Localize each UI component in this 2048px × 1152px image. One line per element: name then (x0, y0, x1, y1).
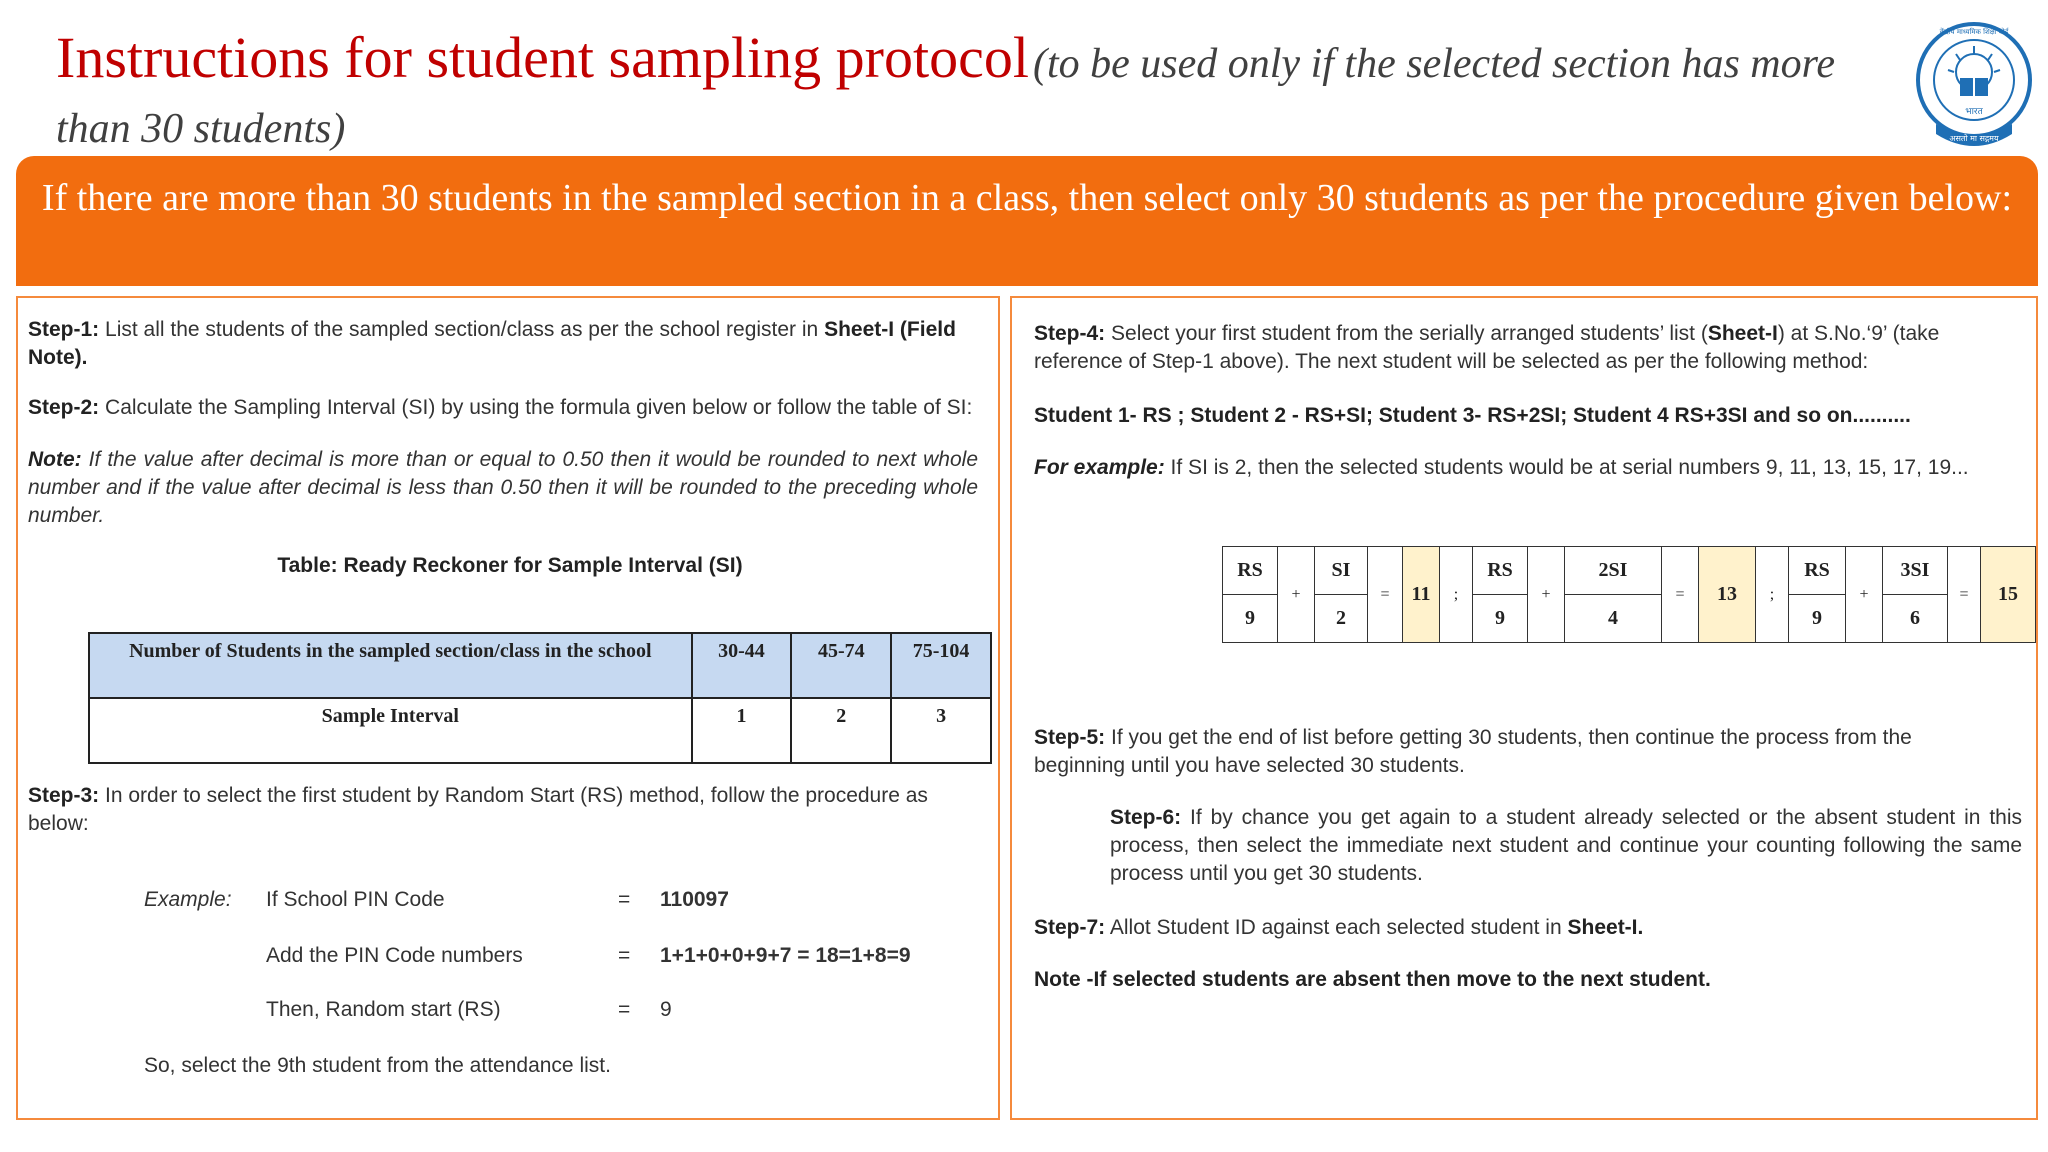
table-header-cell: 45-74 (791, 633, 891, 698)
page-title (56, 25, 1876, 166)
svg-text:केंद्रीय माध्यमिक शिक्षा बोर्ड: केंद्रीय माध्यमिक शिक्षा बोर्ड (1939, 28, 2009, 36)
instruction-banner (16, 156, 2038, 286)
table-cell: 2 (791, 698, 891, 763)
svg-text:असतो मा सद्गमय: असतो मा सद्गमय (1949, 134, 1999, 143)
eq-operator: + (1528, 547, 1565, 643)
step-5: Step-5: If you get the end of list before getting 30 students, then continue the process from the beginning until you have selected 30 students. (1034, 726, 1912, 777)
for-example: For example: If SI is 2, then the selected students would be at serial numbers 9, 11, 13, 15, 17, 19... (1034, 456, 1969, 479)
table-cell: Sample Interval (89, 698, 692, 763)
example-row-label: Then, Random start (RS) (266, 998, 501, 1021)
example-label: Example: (144, 888, 232, 911)
table-cell: 1 (692, 698, 792, 763)
method-line: Student 1- RS ; Student 2 - RS+SI; Student 3- RS+2SI; Student 4 RS+3SI and so on.......... (1034, 404, 1911, 427)
table-header-cell: 30-44 (692, 633, 792, 698)
eq-cell: 3SI (1883, 547, 1948, 595)
eq-cell: 4 (1565, 595, 1662, 643)
table-cell: 3 (891, 698, 991, 763)
step-6: Step-6: If by chance you get again to a student already selected or the absent student in this process, then select the immediate next student and continue your counting following the same process until you get 30 students. (1110, 806, 2022, 885)
serial-equation-table (1222, 546, 2036, 643)
example-row-eq: = (618, 998, 631, 1021)
eq-cell: RS (1789, 547, 1846, 595)
example-row-value: 110097 (660, 888, 729, 911)
title-subtitle: (to be used only if the selected section has more than 30 students) (56, 41, 1836, 152)
eq-cell: 9 (1223, 595, 1278, 643)
example-conclusion: So, select the 9th student from the attendance list. (144, 1054, 611, 1077)
eq-operator: = (1948, 547, 1981, 643)
banner-text: If there are more than 30 students in the sampled section in a class, then select only 30 students as per the procedure given below: (41, 177, 2013, 219)
eq-result: 11 (1403, 547, 1440, 643)
eq-cell: 9 (1473, 595, 1528, 643)
step-3: Step-3: In order to select the first student by Random Start (RS) method, follow the procedure as below: (28, 784, 928, 835)
left-panel (16, 296, 1000, 1120)
example-row-label: If School PIN Code (266, 888, 445, 911)
final-note: Note -If selected students are absent then move to the next student. (1034, 968, 1711, 991)
table-row (89, 698, 991, 763)
eq-cell: 2 (1315, 595, 1368, 643)
svg-text:भारत: भारत (1965, 107, 1983, 117)
eq-cell: 2SI (1565, 547, 1662, 595)
table-header-cell: 75-104 (891, 633, 991, 698)
eq-separator: ; (1440, 547, 1473, 643)
eq-cell: SI (1315, 547, 1368, 595)
table-caption: Table: Ready Reckoner for Sample Interval (SI) (277, 554, 743, 577)
table-header-cell: Number of Students in the sampled section/class in the school (89, 633, 692, 698)
eq-result: 15 (1981, 547, 2036, 643)
example-row-value: 1+1+0+0+9+7 = 18=1+8=9 (660, 944, 911, 967)
eq-operator: = (1368, 547, 1403, 643)
right-panel (1010, 296, 2038, 1120)
example-row-label: Add the PIN Code numbers (266, 944, 523, 967)
eq-result: 13 (1699, 547, 1756, 643)
si-table (88, 632, 992, 764)
title-main: Instructions for student sampling protocol (56, 25, 1029, 90)
eq-cell: RS (1223, 547, 1278, 595)
eq-separator: ; (1756, 547, 1789, 643)
example-row-eq: = (618, 944, 631, 967)
step-4: Step-4: Select your first student from the serially arranged students’ list (Sheet-I) at S.No.‘9’ (take reference of Step-1 above). The next student will be selected as per the following method: (1034, 322, 1940, 373)
eq-cell: RS (1473, 547, 1528, 595)
example-row-eq: = (618, 888, 631, 911)
eq-operator: = (1662, 547, 1699, 643)
eq-cell: 6 (1883, 595, 1948, 643)
step-1: Step-1: List all the students of the sampled section/class as per the school register in Sheet-I (Field Note). (28, 318, 956, 369)
eq-operator: + (1846, 547, 1883, 643)
cbse-logo (1912, 20, 2036, 154)
example-row-value: 9 (660, 998, 672, 1021)
table-row (89, 633, 991, 698)
eq-operator: + (1278, 547, 1315, 643)
step-2: Step-2: Calculate the Sampling Interval (SI) by using the formula given below or follow the table of SI: (28, 396, 973, 419)
rounding-note: Note: If the value after decimal is more than or equal to 0.50 then it would be rounded to next whole number and if the value after decimal is less than 0.50 then it will be rounded to the preceding whole number. (28, 448, 978, 527)
step-7: Step-7: Allot Student ID against each selected student in Sheet-I. (1034, 916, 1644, 939)
eq-cell: 9 (1789, 595, 1846, 643)
